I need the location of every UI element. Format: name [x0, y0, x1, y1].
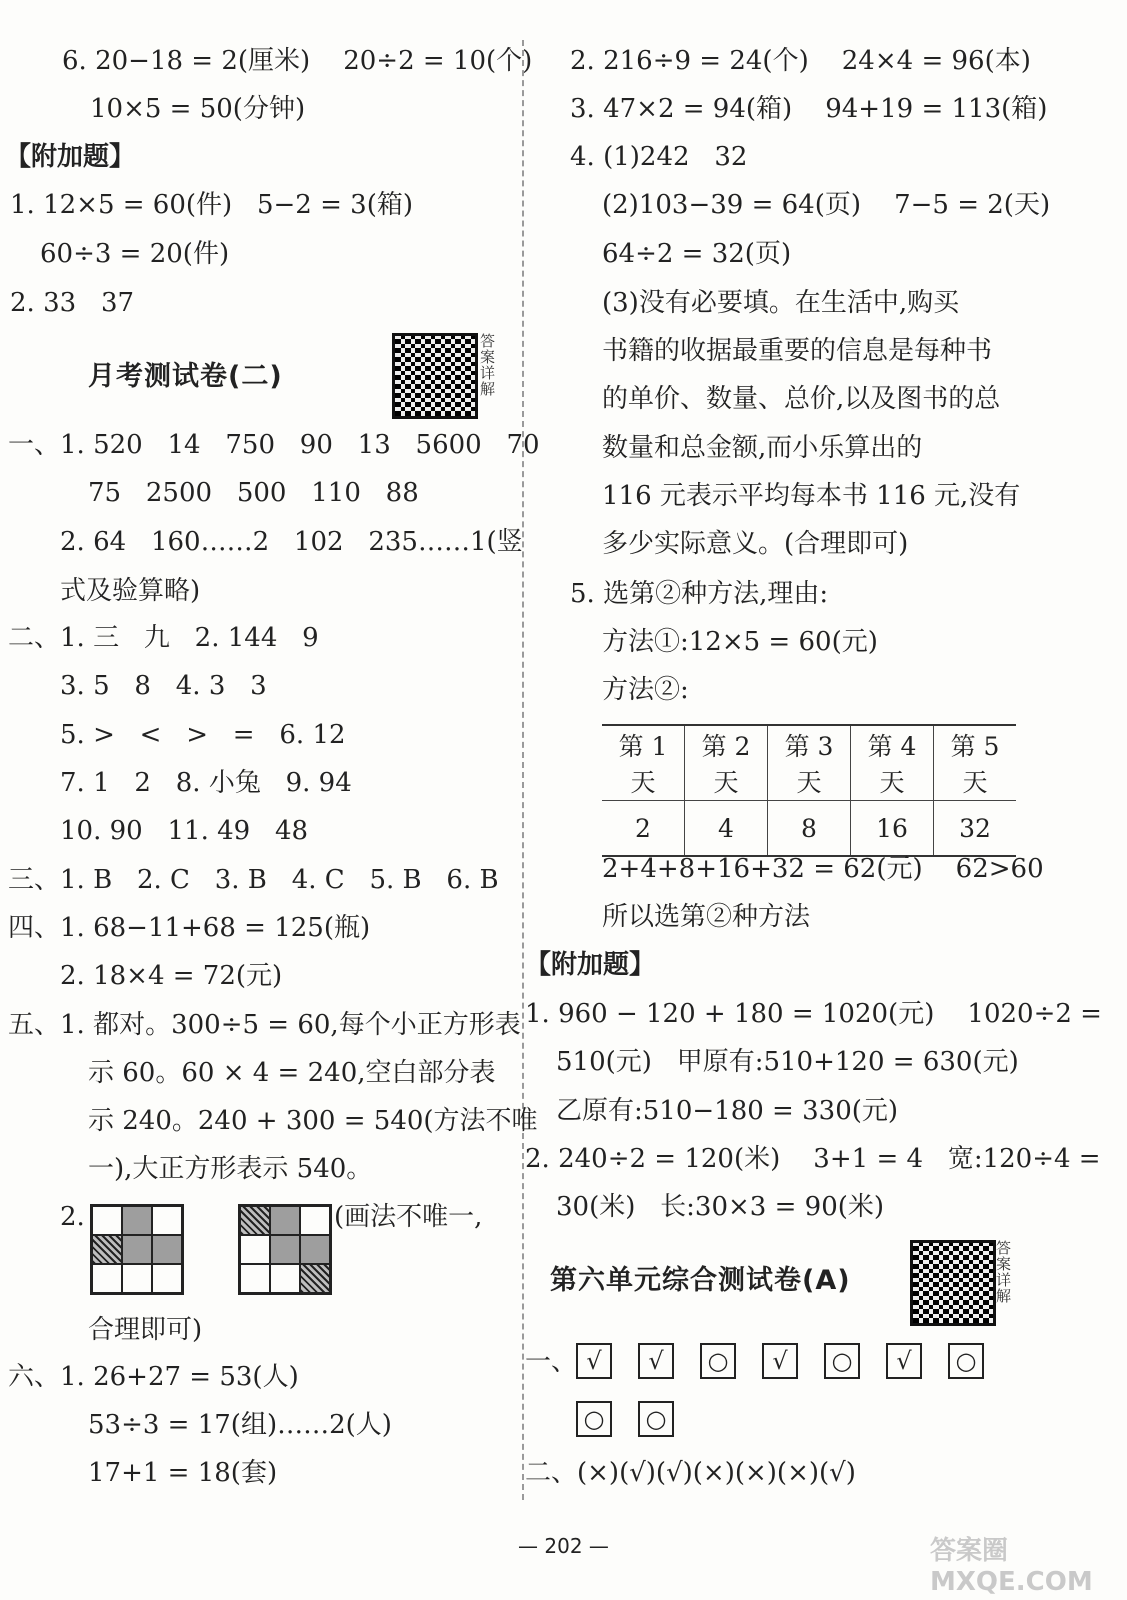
answer-line: 合理即可) — [88, 1315, 203, 1345]
table-cell: 8 — [768, 801, 851, 857]
answer-line: 式及验算略) — [60, 576, 201, 606]
answer-boxes-row — [576, 1401, 700, 1437]
answer-line: 3. 5 8 4. 3 3 — [60, 671, 267, 701]
table-cell: 32 — [934, 801, 1017, 857]
answer-line: 5. 选第②种方法,理由: — [570, 579, 829, 609]
table-header-row — [602, 725, 1016, 801]
answer-box: ○ — [638, 1401, 674, 1437]
answer-line: 2. 18×4 = 72(元) — [60, 961, 283, 991]
answer-line: 所以选第②种方法 — [602, 902, 811, 932]
table-header: 第 2 天 — [685, 725, 768, 801]
watermark: 答案圈 MXQE.COM — [930, 1536, 1093, 1597]
test-title: 第六单元综合测试卷(A) — [550, 1265, 851, 1296]
answer-line: 10×5 = 50(分钟) — [90, 94, 306, 124]
answer-line: 2. 240÷2 = 120(米) 3+1 = 4 宽:120÷4 = — [525, 1144, 1101, 1174]
answer-line: 3. 47×2 = 94(箱) 94+19 = 113(箱) — [570, 94, 1048, 124]
answer-boxes-row — [576, 1343, 1010, 1379]
table-header: 第 1 天 — [602, 725, 685, 801]
answer-line: 7. 1 2 8. 小兔 9. 94 — [60, 768, 352, 798]
answer-line: 510(元) 甲原有:510+120 = 630(元) — [556, 1047, 1019, 1077]
section-heading: 【附加题】 — [5, 142, 136, 172]
table-header: 第 4 天 — [851, 725, 934, 801]
answer-line: 示 60。60 × 4 = 240,空白部分表 — [88, 1058, 496, 1088]
table-header: 第 3 天 — [768, 725, 851, 801]
answer-line: 2. — [60, 1202, 85, 1232]
answer-line: (3)没有必要填。在生活中,购买 — [602, 288, 960, 318]
answer-box: ○ — [700, 1343, 736, 1379]
table-header: 第 5 天 — [934, 725, 1017, 801]
answer-line: (2)103−39 = 64(页) 7−5 = 2(天) — [602, 190, 1051, 220]
answer-note: (画法不唯一, — [334, 1202, 483, 1232]
qr-code[interactable] — [910, 1240, 996, 1326]
answer-line: 4. (1)242 32 — [570, 142, 748, 172]
table-row — [602, 801, 1016, 857]
answer-box: √ — [638, 1343, 674, 1379]
answer-line: 1. 960 − 120 + 180 = 1020(元) 1020÷2 = — [525, 999, 1102, 1029]
answer-line: 一、 — [525, 1347, 578, 1377]
answer-line: 17+1 = 18(套) — [88, 1458, 278, 1488]
answer-box: √ — [762, 1343, 798, 1379]
test-title: 月考测试卷(二) — [88, 361, 283, 392]
answer-line: 书籍的收据最重要的信息是每种书 — [602, 336, 993, 366]
column-divider — [522, 40, 524, 1500]
answer-line: 六、1. 26+27 = 53(人) — [8, 1362, 299, 1392]
answer-line: 三、1. B 2. C 3. B 4. C 5. B 6. B — [8, 865, 499, 895]
days-table — [602, 724, 1016, 857]
square-drawing-1 — [90, 1204, 184, 1295]
answer-line: 116 元表示平均每本书 116 元,没有 — [602, 481, 1021, 511]
answer-line: 多少实际意义。(合理即可) — [602, 529, 909, 559]
answer-line: 1. 12×5 = 60(件) 5−2 = 3(箱) — [10, 190, 413, 220]
answer-line: 53÷3 = 17(组)……2(人) — [88, 1410, 392, 1440]
answer-box: ○ — [948, 1343, 984, 1379]
section-heading: 【附加题】 — [525, 950, 656, 980]
qr-label: 答案详解 — [480, 332, 496, 398]
answer-box: ○ — [824, 1343, 860, 1379]
answer-line: 2. 216÷9 = 24(个) 24×4 = 96(本) — [570, 46, 1031, 76]
page-number: — 202 — — [518, 1534, 609, 1558]
qr-label: 答案详解 — [996, 1239, 1012, 1305]
answer-box: ○ — [576, 1401, 612, 1437]
answer-line: 方法①:12×5 = 60(元) — [602, 627, 878, 657]
table-cell: 2 — [635, 813, 651, 843]
answer-line: 四、1. 68−11+68 = 125(瓶) — [8, 913, 371, 943]
answer-line: 2. 64 160……2 102 235……1(竖 — [60, 527, 523, 557]
answer-box: √ — [576, 1343, 612, 1379]
answer-box: √ — [886, 1343, 922, 1379]
answer-line: 5. > < > = 6. 12 — [60, 720, 346, 750]
answer-line: 数量和总金额,而小乐算出的 — [602, 433, 923, 463]
answer-line: 五、1. 都对。300÷5 = 60,每个小正方形表 — [8, 1010, 521, 1040]
answer-line: 的单价、数量、总价,以及图书的总 — [602, 384, 1001, 414]
square-drawing-2 — [238, 1204, 332, 1295]
answer-line: 75 2500 500 110 88 — [88, 478, 419, 508]
answer-line: 示 240。240 + 300 = 540(方法不唯 — [88, 1106, 538, 1136]
table-cell: 16 — [851, 801, 934, 857]
answer-line: 64÷2 = 32(页) — [602, 239, 792, 269]
answer-line: 6. 20−18 = 2(厘米) 20÷2 = 10(个) — [62, 46, 533, 76]
answer-line: 方法②: — [602, 675, 689, 705]
table-cell: 4 — [685, 801, 768, 857]
answer-line: 一、1. 520 14 750 90 13 5600 70 — [8, 430, 540, 460]
answer-line: 2. 33 37 — [10, 288, 135, 318]
answer-line: 二、1. 三 九 2. 144 9 — [8, 623, 319, 653]
answer-line: 60÷3 = 20(件) — [40, 239, 230, 269]
answer-line: 乙原有:510−180 = 330(元) — [556, 1096, 899, 1126]
answer-line: 10. 90 11. 49 48 — [60, 816, 309, 846]
answer-line: 一),大正方形表示 540。 — [88, 1154, 373, 1184]
qr-code[interactable] — [392, 333, 478, 419]
answer-line: 30(米) 长:30×3 = 90(米) — [556, 1192, 885, 1222]
answer-line: 2+4+8+16+32 = 62(元) 62>60 — [602, 854, 1044, 884]
answer-line: 二、(×)(√)(√)(×)(×)(×)(√) — [525, 1458, 856, 1488]
